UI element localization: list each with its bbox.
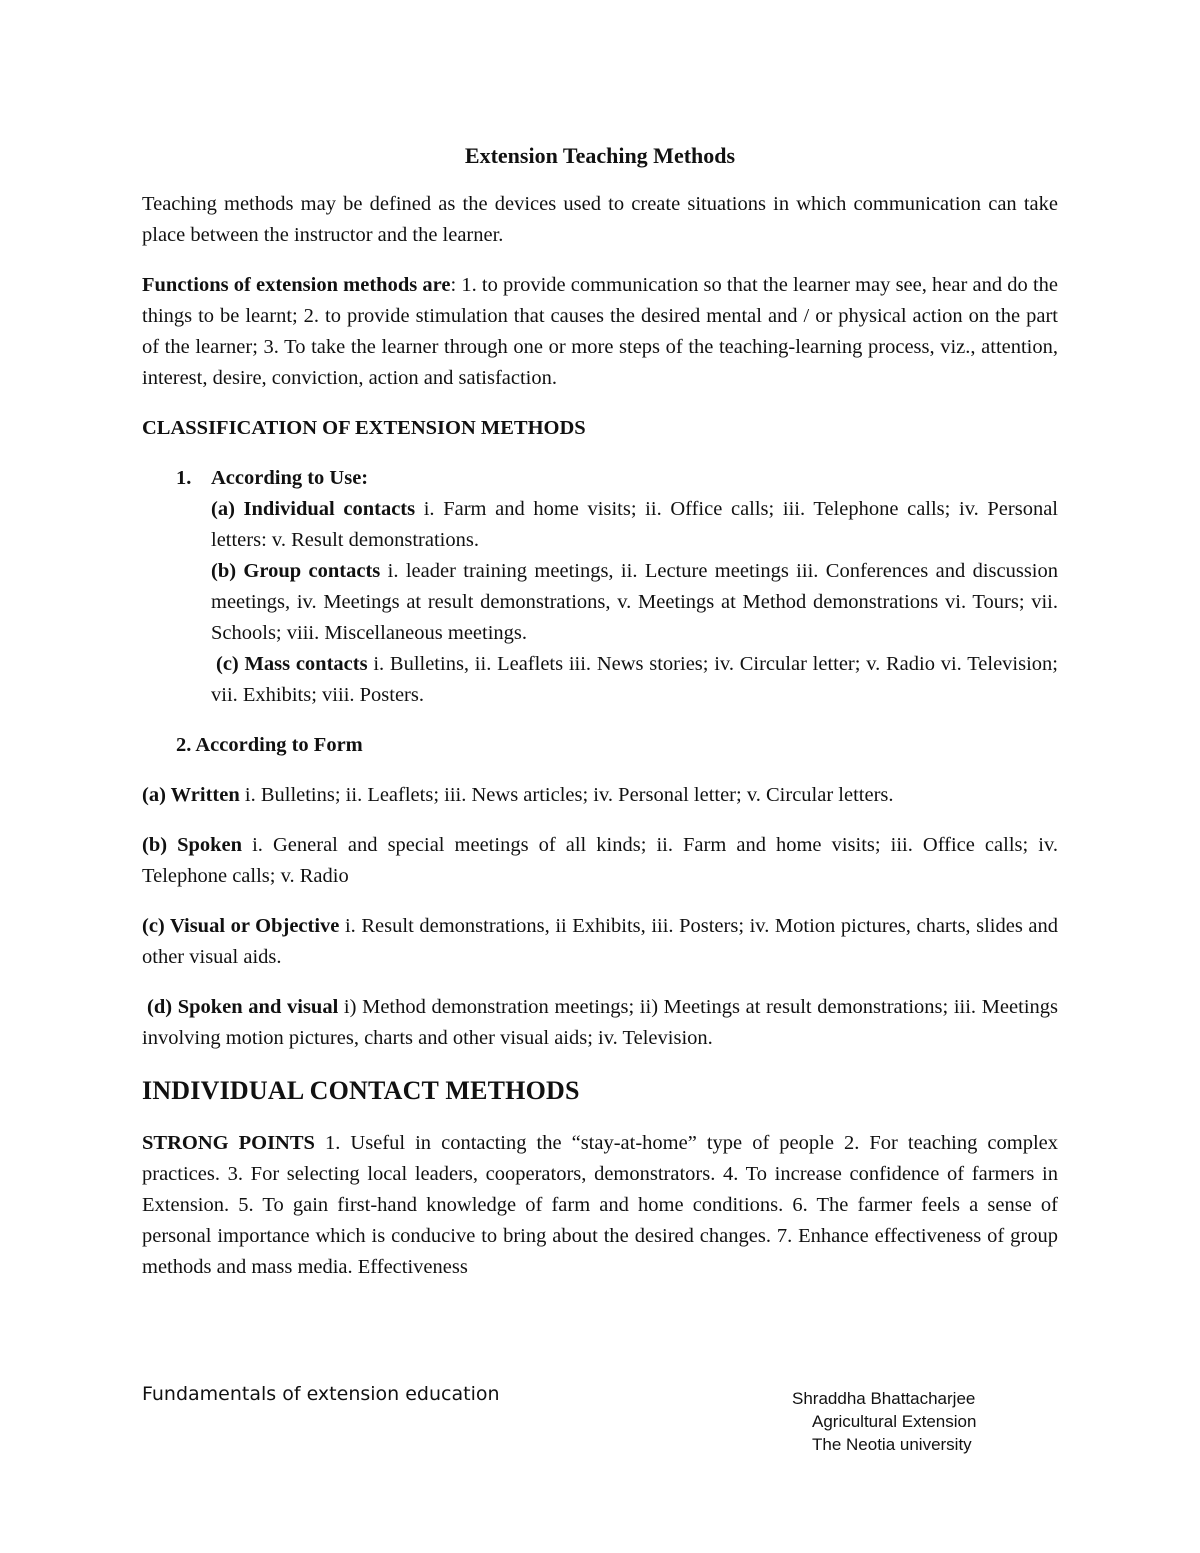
strong-points-text: 1. Useful in contacting the “stay-at-home” type of people 2. For teaching complex practices. 3. For selecting local leaders, cooperators, demonstrators. 4. To increase confidence of farmers in Extension. 5. To gain first-hand knowledge of farm and home conditions. 6. The farmer feels a sense of personal importance which is conducive to bring about the desired changes. 7. Enhance effectiveness of group methods and mass media. Effectiveness — [142, 1132, 1058, 1278]
use-item-group — [142, 556, 1058, 649]
use-item-text: i. leader training meetings, ii. Lecture meetings iii. Conferences and discussion meetings, iv. Meetings at result demonstrations, v. Meetings at Method demonstrations vi. Tours; vii. Schools; viii. Miscellaneous meetings. — [211, 560, 1058, 644]
footer-course-title: Fundamentals of extension education — [142, 1383, 500, 1405]
footer-university: The Neotia university — [812, 1435, 972, 1454]
form-item-written — [142, 780, 1058, 811]
use-item-label: (b) Group contacts — [211, 560, 381, 582]
use-heading — [142, 463, 1058, 494]
strong-points-paragraph — [142, 1128, 1058, 1283]
page-title: Extension Teaching Methods — [464, 143, 736, 168]
form-item-label: (b) Spoken — [142, 834, 243, 856]
functions-paragraph — [142, 270, 1058, 394]
functions-text: : 1. to provide communication so that the learner may see, hear and do the things to be learnt; 2. to provide stimulation that causes the desired mental and / or physical action on the part of the learner; 3. To take the learner through one or more steps of the teaching-learning process, viz., attention, interest, desire, conviction, action and satisfaction. — [142, 274, 1058, 389]
use-item-text: i. Bulletins, ii. Leaflets iii. News stories; iv. Circular letter; v. Radio vi. Television; vii. Exhibits; viii. Posters. — [211, 653, 1058, 706]
individual-contact-heading: INDIVIDUAL CONTACT METHODS — [142, 1076, 580, 1105]
use-item-label: (a) Individual contacts — [211, 498, 416, 520]
form-item-spoken-visual — [142, 992, 1058, 1054]
use-item-text: i. Farm and home visits; ii. Office calls; iii. Telephone calls; iv. Personal letters: v. Result demonstrations. — [211, 498, 1058, 551]
footer-department: Agricultural Extension — [812, 1412, 977, 1431]
classification-heading: CLASSIFICATION OF EXTENSION METHODS — [142, 417, 586, 439]
form-item-text: i) Method demonstration meetings; ii) Meetings at result demonstrations; iii. Meetings involving motion pictures, charts and other visual aids; iv. Television. — [142, 996, 1058, 1049]
footer-author: Shraddha Bhattacharjee — [792, 1389, 976, 1408]
intro-paragraph: Teaching methods may be defined as the devices used to create situations in which communication can take place between the instructor and the learner. — [142, 193, 1058, 246]
form-item-spoken — [142, 830, 1058, 892]
form-item-label: (c) Visual or Objective — [142, 915, 340, 937]
use-item-individual — [142, 494, 1058, 556]
functions-label: Functions of extension methods are — [142, 274, 451, 296]
form-item-visual — [142, 911, 1058, 973]
form-item-label: (a) Written — [142, 784, 240, 806]
form-heading: 2. According to Form — [176, 734, 363, 756]
according-to-use-section — [142, 463, 1058, 711]
strong-points-label: STRONG POINTS — [142, 1132, 315, 1154]
form-item-text: i. General and special meetings of all kinds; ii. Farm and home visits; iii. Office calls; iv. Telephone calls; v. Radio — [142, 834, 1058, 887]
form-item-label: (d) Spoken and visual — [147, 996, 339, 1018]
use-item-mass — [142, 649, 1058, 711]
use-item-label: (c) Mass contacts — [216, 653, 368, 675]
form-item-text: i. Result demonstrations, ii Exhibits, iii. Posters; iv. Motion pictures, charts, slides and other visual aids. — [142, 915, 1058, 968]
use-number: 1. — [176, 467, 192, 489]
footer-author-block — [792, 1387, 976, 1456]
form-item-text: i. Bulletins; ii. Leaflets; iii. News articles; iv. Personal letter; v. Circular letters. — [239, 784, 894, 806]
document-page — [142, 140, 1058, 1283]
use-heading-text: According to Use: — [211, 467, 369, 489]
